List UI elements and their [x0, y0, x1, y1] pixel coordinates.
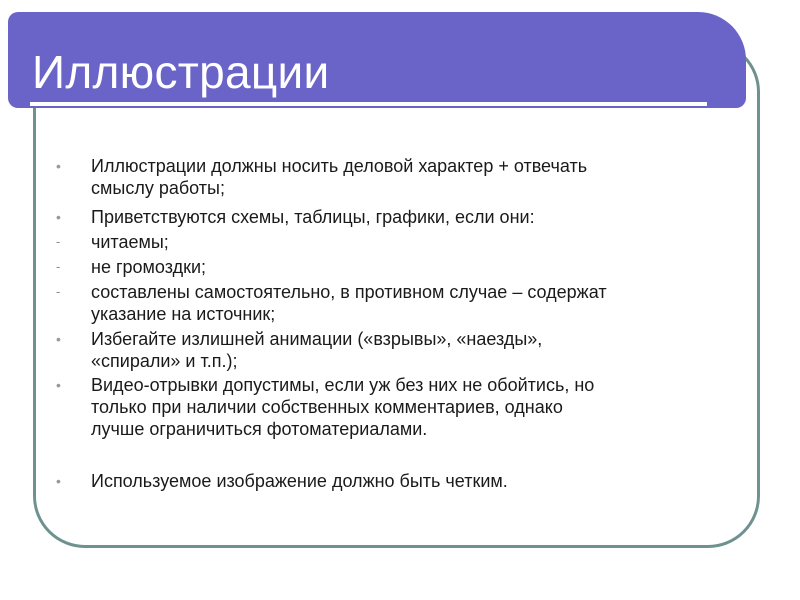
bullet-text: Приветствуются схемы, таблицы, графики, если они:: [91, 207, 535, 227]
bullet-text: Видео-отрывки допустимы, если уж без них не обойтись, но только при наличии собственных комментариев, однако лучше ограничиться фотоматериалами.: [91, 375, 595, 439]
bullet-dash-icon: -: [56, 284, 61, 299]
bullet-dot-icon: •: [56, 331, 61, 347]
bullet-text: Используемое изображение должно быть четким.: [91, 471, 508, 491]
bullet-text: составлены самостоятельно, в противном случае – содержат указание на источник;: [91, 282, 607, 324]
bullet-dot-icon: •: [56, 158, 61, 174]
bullet-dot-icon: •: [56, 473, 61, 489]
bullet-text: Избегайте излишней анимации («взрывы», «наезды», «спирали» и т.п.);: [91, 329, 543, 371]
bullet-text: читаемы;: [91, 232, 169, 252]
bullet-dot-icon: •: [56, 209, 61, 225]
bullet-dash-icon: -: [56, 234, 61, 249]
bullet-dot-icon: •: [56, 377, 61, 393]
slide-title: Иллюстрации: [32, 46, 330, 98]
bullet-text: не громоздки;: [91, 257, 207, 277]
bullet-text: Иллюстрации должны носить деловой характер + отвечать смыслу работы;: [91, 156, 588, 198]
bullet-dash-icon: -: [56, 259, 61, 274]
